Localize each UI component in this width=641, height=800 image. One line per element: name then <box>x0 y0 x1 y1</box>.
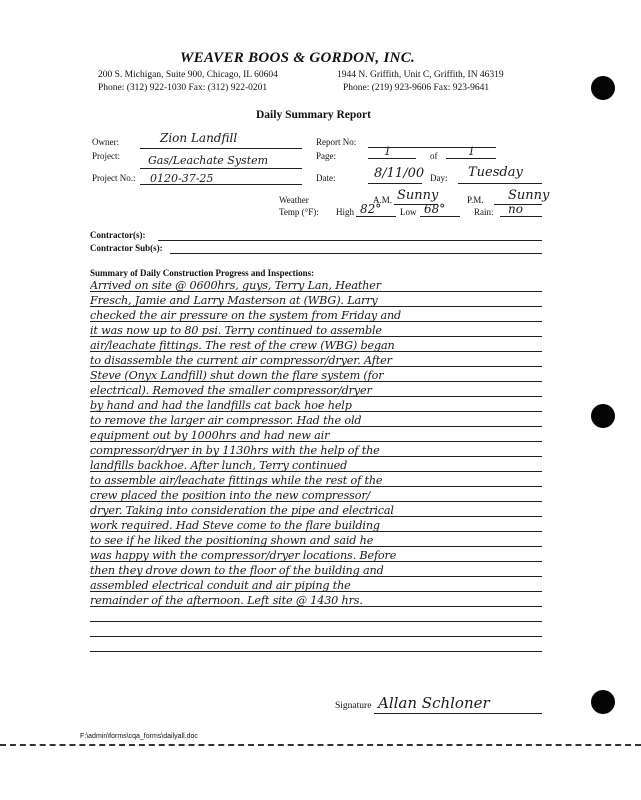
page-of-line <box>446 158 496 159</box>
day-value: Tuesday <box>468 165 523 180</box>
summary-line: equipment out by 1000hrs and had new air <box>90 429 330 442</box>
summary-line: crew placed the position into the new compressor/ <box>90 489 371 502</box>
ruled-line <box>90 381 542 382</box>
ruled-line <box>90 546 542 547</box>
ruled-line <box>90 321 542 322</box>
summary-line: was happy with the compressor/dryer locations. Before <box>90 549 397 562</box>
ruled-line <box>90 366 542 367</box>
page-of-label: of <box>430 151 438 161</box>
temp-label: Temp (°F): <box>279 207 319 217</box>
day-line <box>458 183 542 184</box>
ruled-line <box>90 336 542 337</box>
ruled-line <box>90 411 542 412</box>
address-chicago: 200 S. Michigan, Suite 900, Chicago, IL 60604 <box>98 70 278 80</box>
report-no-label: Report No: <box>316 137 357 147</box>
address-griffith: 1944 N. Griffith, Unit C, Griffith, IN 46319 <box>337 70 504 80</box>
low-value: 68° <box>424 202 446 216</box>
company-name: WEAVER BOOS & GORDON, INC. <box>180 50 416 66</box>
ruled-line <box>90 576 542 577</box>
page-line <box>368 158 416 159</box>
ruled-line <box>90 486 542 487</box>
rain-label: Rain: <box>474 207 494 217</box>
summary-line: electrical). Removed the smaller compressor/dryer <box>90 384 372 397</box>
ruled-line <box>90 441 542 442</box>
ruled-line <box>90 471 542 472</box>
scan-edge-line <box>0 744 641 748</box>
ruled-line <box>90 396 542 397</box>
signature-label: Signature <box>335 701 372 711</box>
contractors-line <box>158 240 542 241</box>
binder-hole-middle <box>591 404 615 428</box>
am-weather-value: Sunny <box>397 188 439 203</box>
summary-line: to see if he liked the positioning shown and said he <box>90 534 374 547</box>
summary-line: dryer. Taking into consideration the pipe and electrical <box>90 504 394 517</box>
signature-value: Allan Schloner <box>378 694 490 712</box>
ruled-line <box>90 531 542 532</box>
summary-line: it was now up to 80 psi. Terry continued to assemble <box>90 324 382 337</box>
summary-line: Steve (Onyx Landfill) shut down the flare system (for <box>90 369 384 382</box>
file-path: F:\admin\forms\cqa_forms\dailyall.doc <box>80 733 198 740</box>
low-line <box>420 216 460 217</box>
weather-label: Weather <box>279 195 309 205</box>
ruled-line <box>90 456 542 457</box>
high-label: High <box>336 207 354 217</box>
summary-line: compressor/dryer in by 1130hrs with the help of the <box>90 444 380 457</box>
summary-label: Summary of Daily Construction Progress and Inspections: <box>90 268 315 278</box>
binder-hole-top <box>591 76 615 100</box>
ruled-line <box>90 516 542 517</box>
project-line <box>140 168 302 169</box>
owner-label: Owner: <box>92 137 119 147</box>
summary-line: to remove the larger air compressor. Had the old <box>90 414 362 427</box>
ruled-line <box>90 306 542 307</box>
ruled-line <box>90 606 542 607</box>
project-no-label: Project No.: <box>92 173 136 183</box>
ruled-line <box>90 561 542 562</box>
ruled-line <box>90 351 542 352</box>
summary-line: remainder of the afternoon. Left site @ 1430 hrs. <box>90 594 363 607</box>
rain-value: no <box>508 202 523 216</box>
summary-line: Fresch, Jamie and Larry Masterson at (WBG). Larry <box>90 294 378 307</box>
summary-line: to assemble air/leachate fittings while the rest of the <box>90 474 383 487</box>
page-value: 1 <box>384 145 391 158</box>
page-of-value: 1 <box>468 145 475 158</box>
project-no-value: 0120-37-25 <box>150 172 214 185</box>
high-line <box>356 216 396 217</box>
ruled-line <box>90 621 542 622</box>
phone-chicago: Phone: (312) 922-1030 Fax: (312) 922-0201 <box>98 83 268 93</box>
summary-line: assembled electrical conduit and air piping the <box>90 579 351 592</box>
date-line <box>368 183 422 184</box>
signature-line <box>374 713 542 714</box>
high-value: 82° <box>360 202 382 216</box>
project-no-line <box>140 184 302 185</box>
summary-line: landfills backhoe. After lunch, Terry continued <box>90 459 348 472</box>
low-label: Low <box>400 207 417 217</box>
ruled-line <box>90 636 542 637</box>
summary-line: checked the air pressure on the system from Friday and <box>90 309 402 322</box>
owner-line <box>140 148 302 149</box>
ruled-line <box>90 426 542 427</box>
ruled-line <box>90 651 542 652</box>
am-label: A.M. <box>373 195 393 205</box>
project-label: Project: <box>92 151 120 161</box>
owner-value: Zion Landfill <box>160 131 238 145</box>
summary-line: to disassemble the current air compressor/dryer. After <box>90 354 392 367</box>
binder-hole-bottom <box>591 690 615 714</box>
pm-weather-value: Sunny <box>508 188 550 203</box>
summary-line: Arrived on site @ 0600hrs, guys, Terry Lan, Heather <box>90 279 381 292</box>
rain-line <box>500 216 542 217</box>
date-label: Date: <box>316 173 336 183</box>
pm-label: P.M. <box>467 195 484 205</box>
contractor-subs-label: Contractor Sub(s): <box>90 243 163 253</box>
summary-line: by hand and had the landfills cat back hoe help <box>90 399 352 412</box>
summary-line: air/leachate fittings. The rest of the crew (WBG) began <box>90 339 395 352</box>
summary-line: then they drove down to the floor of the building and <box>90 564 384 577</box>
project-value: Gas/Leachate System <box>148 154 269 167</box>
date-value: 8/11/00 <box>374 166 425 181</box>
contractors-label: Contractor(s): <box>90 230 146 240</box>
phone-griffith: Phone: (219) 923-9606 Fax: 923-9641 <box>343 83 490 93</box>
ruled-line <box>90 501 542 502</box>
day-label: Day: <box>430 173 448 183</box>
page-label: Page: <box>316 151 336 161</box>
report-title: Daily Summary Report <box>256 109 371 121</box>
summary-line: work required. Had Steve come to the flare building <box>90 519 380 532</box>
ruled-line <box>90 591 542 592</box>
ruled-line <box>90 291 542 292</box>
contractor-subs-line <box>170 253 542 254</box>
